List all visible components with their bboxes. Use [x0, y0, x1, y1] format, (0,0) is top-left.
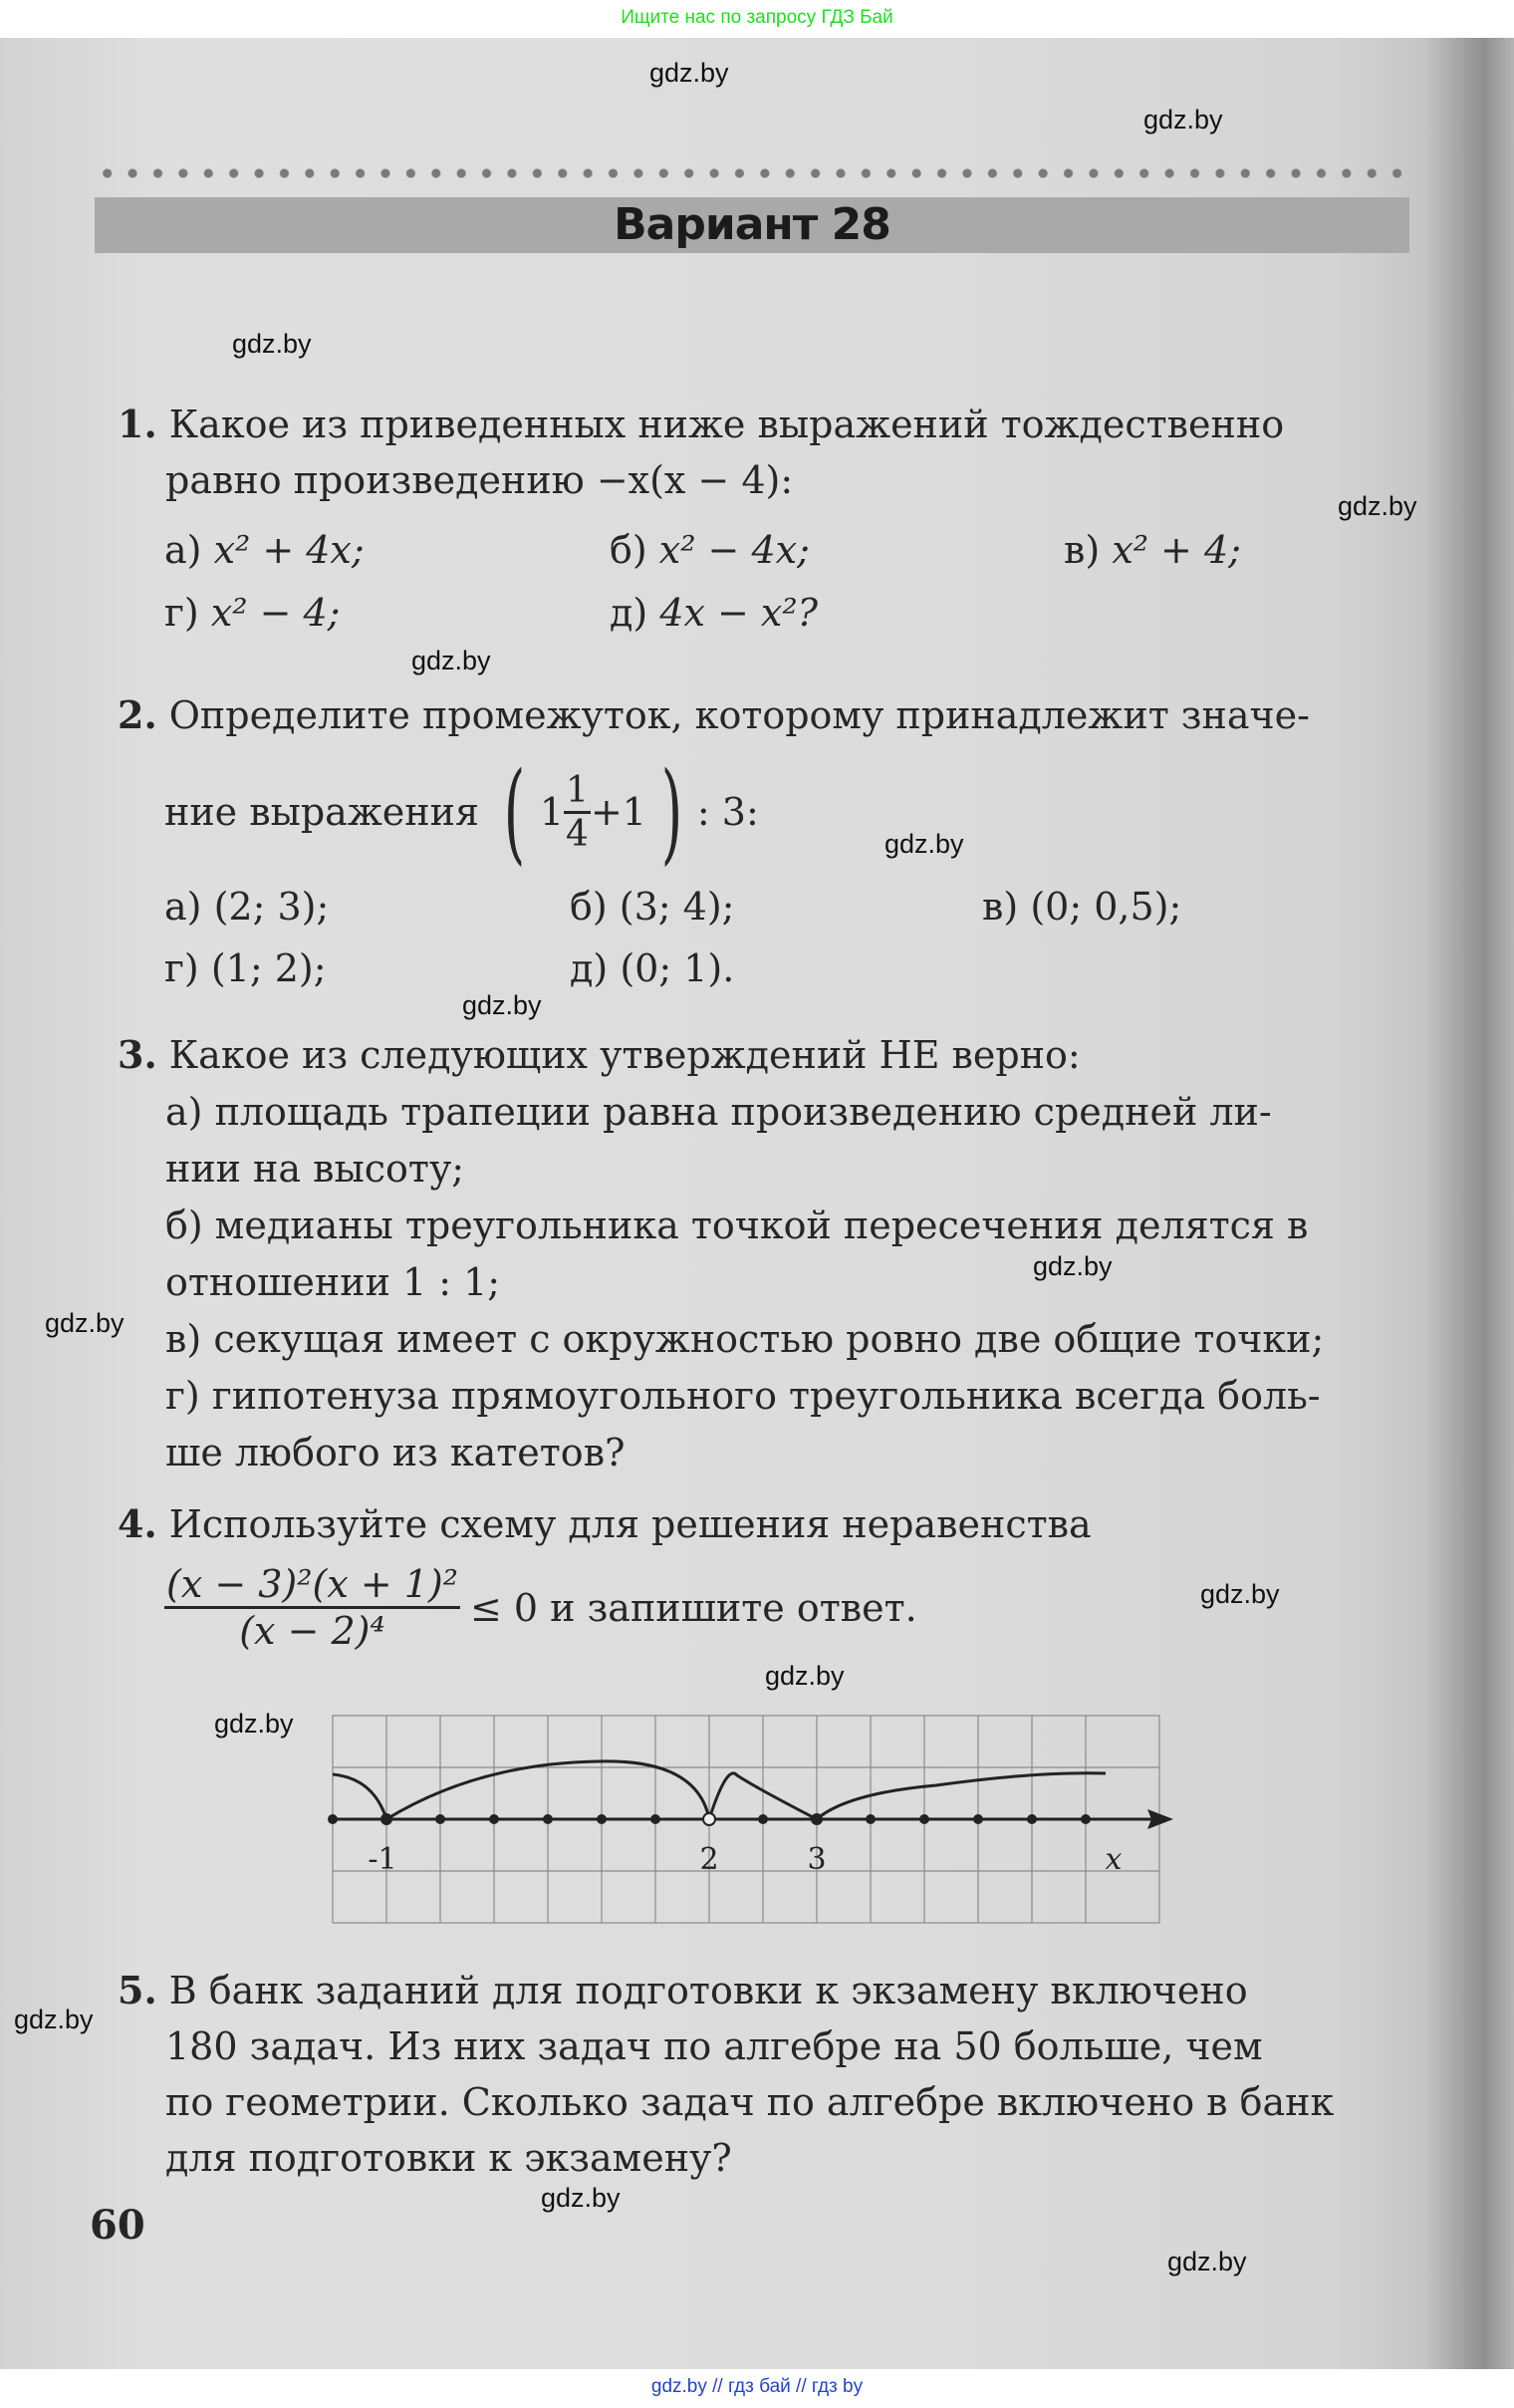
- option-d: д) (0; 1).: [570, 946, 735, 990]
- option-g: г) гипотенуза прямоугольного треугольника всегда боль-: [165, 1374, 1321, 1418]
- option-a: а) площадь трапеции равна произведению средней ли-: [165, 1090, 1272, 1134]
- watermark: gdz.by: [14, 2005, 94, 2034]
- watermark: gdz.by: [462, 990, 542, 1020]
- watermark: gdz.by: [649, 58, 729, 88]
- question-text: Определите промежуток, которому принадлежит значе-: [168, 693, 1310, 737]
- axis-label: x: [1105, 1842, 1123, 1877]
- watermark: gdz.by: [1033, 1251, 1113, 1281]
- option-g: г) (1; 2);: [164, 946, 327, 990]
- option-a: а) (2; 3);: [164, 885, 330, 929]
- question-number: 5.: [118, 1968, 157, 2012]
- watermark: gdz.by: [411, 646, 491, 675]
- question-text: равно произведению −x(x − 4):: [165, 458, 794, 502]
- point-label-2: 2: [699, 1842, 719, 1877]
- top-banner: [0, 0, 1514, 38]
- point-label-minus-1: -1: [368, 1842, 397, 1877]
- question-text: Какое из приведенных ниже выражений тождественно: [168, 402, 1285, 446]
- bottom-banner: [0, 2369, 1514, 2408]
- watermark: gdz.by: [214, 1709, 294, 1739]
- watermark: gdz.by: [232, 329, 312, 359]
- question-text: Какое из следующих утверждений НЕ верно:: [168, 1033, 1081, 1077]
- option-b: б) (3; 4);: [570, 885, 735, 929]
- option-d: д) 4x − x²?: [610, 591, 818, 635]
- option-b: б) x² − 4x;: [610, 528, 810, 572]
- variant-heading: Вариант 28: [614, 199, 890, 250]
- question-2-expression: ние выражения ( 1 $\frac{1}{4}$ +1 ) : 3:: [164, 748, 759, 876]
- watermark: gdz.by: [765, 1661, 845, 1691]
- watermark: gdz.by: [1143, 105, 1223, 134]
- question-number: 1.: [118, 401, 157, 446]
- question-3: 3. Какое из следующих утверждений НЕ верно: а) площадь трапеции равна произведению средней ли- нии на высоту; б) медианы треугольника точкой пересечения делятся в отношении 1 : 1; в) секущая имеет с окружностью ровно две общие точки; г) гипотенуза прямоугольного треугольника всегда боль- ше любого из катетов?: [118, 1026, 1412, 1481]
- dotted-divider: [95, 165, 1409, 181]
- top-banner-text: Ищите нас по запросу ГДЗ Бай: [621, 7, 893, 28]
- watermark: gdz.by: [1338, 491, 1417, 521]
- question-4: [118, 1496, 1412, 1552]
- variant-heading-bar: [95, 197, 1409, 253]
- question-number: 2.: [118, 692, 157, 737]
- option-v: в) секущая имеет с окружностью ровно две общие точки;: [165, 1317, 1325, 1361]
- watermark: gdz.by: [1167, 2247, 1247, 2276]
- bottom-banner-text[interactable]: gdz.by // гдз бай // гдз by: [650, 2376, 864, 2397]
- option-v: в) (0; 0,5);: [982, 885, 1182, 929]
- option-g: г) x² − 4;: [164, 591, 341, 635]
- option-b: б) медианы треугольника точкой пересечения делятся в: [165, 1204, 1309, 1247]
- watermark: gdz.by: [45, 1308, 125, 1338]
- question-number: 3.: [118, 1032, 157, 1077]
- question-5: 5. В банк заданий для подготовки к экзамену включено 180 задач. Из них задач по алгебре на 50 больше, чем по геометрии. Сколько задач по алгебре включено в банк для подготовки к экзамену?: [118, 1968, 1335, 2180]
- sign-scheme: [299, 1694, 1195, 1953]
- option-v: в) x² + 4;: [1064, 528, 1241, 572]
- question-number: 4.: [118, 1501, 157, 1546]
- watermark: gdz.by: [541, 2183, 621, 2213]
- watermark: gdz.by: [1200, 1579, 1280, 1609]
- page-number: 60: [90, 2202, 145, 2249]
- option-a: а) x² + 4x;: [164, 528, 365, 572]
- inequality: $\frac{\text{(x − 3)²(x + 1)²}}{\text{(x − 2)⁴}}$ ≤ 0 и запишите ответ.: [166, 1562, 917, 1653]
- question-1: [118, 397, 1412, 508]
- watermark: gdz.by: [884, 829, 964, 859]
- point-label-3: 3: [807, 1842, 827, 1877]
- question-text: Используйте схему для решения неравенства: [168, 1502, 1092, 1546]
- question-2: [118, 687, 1412, 743]
